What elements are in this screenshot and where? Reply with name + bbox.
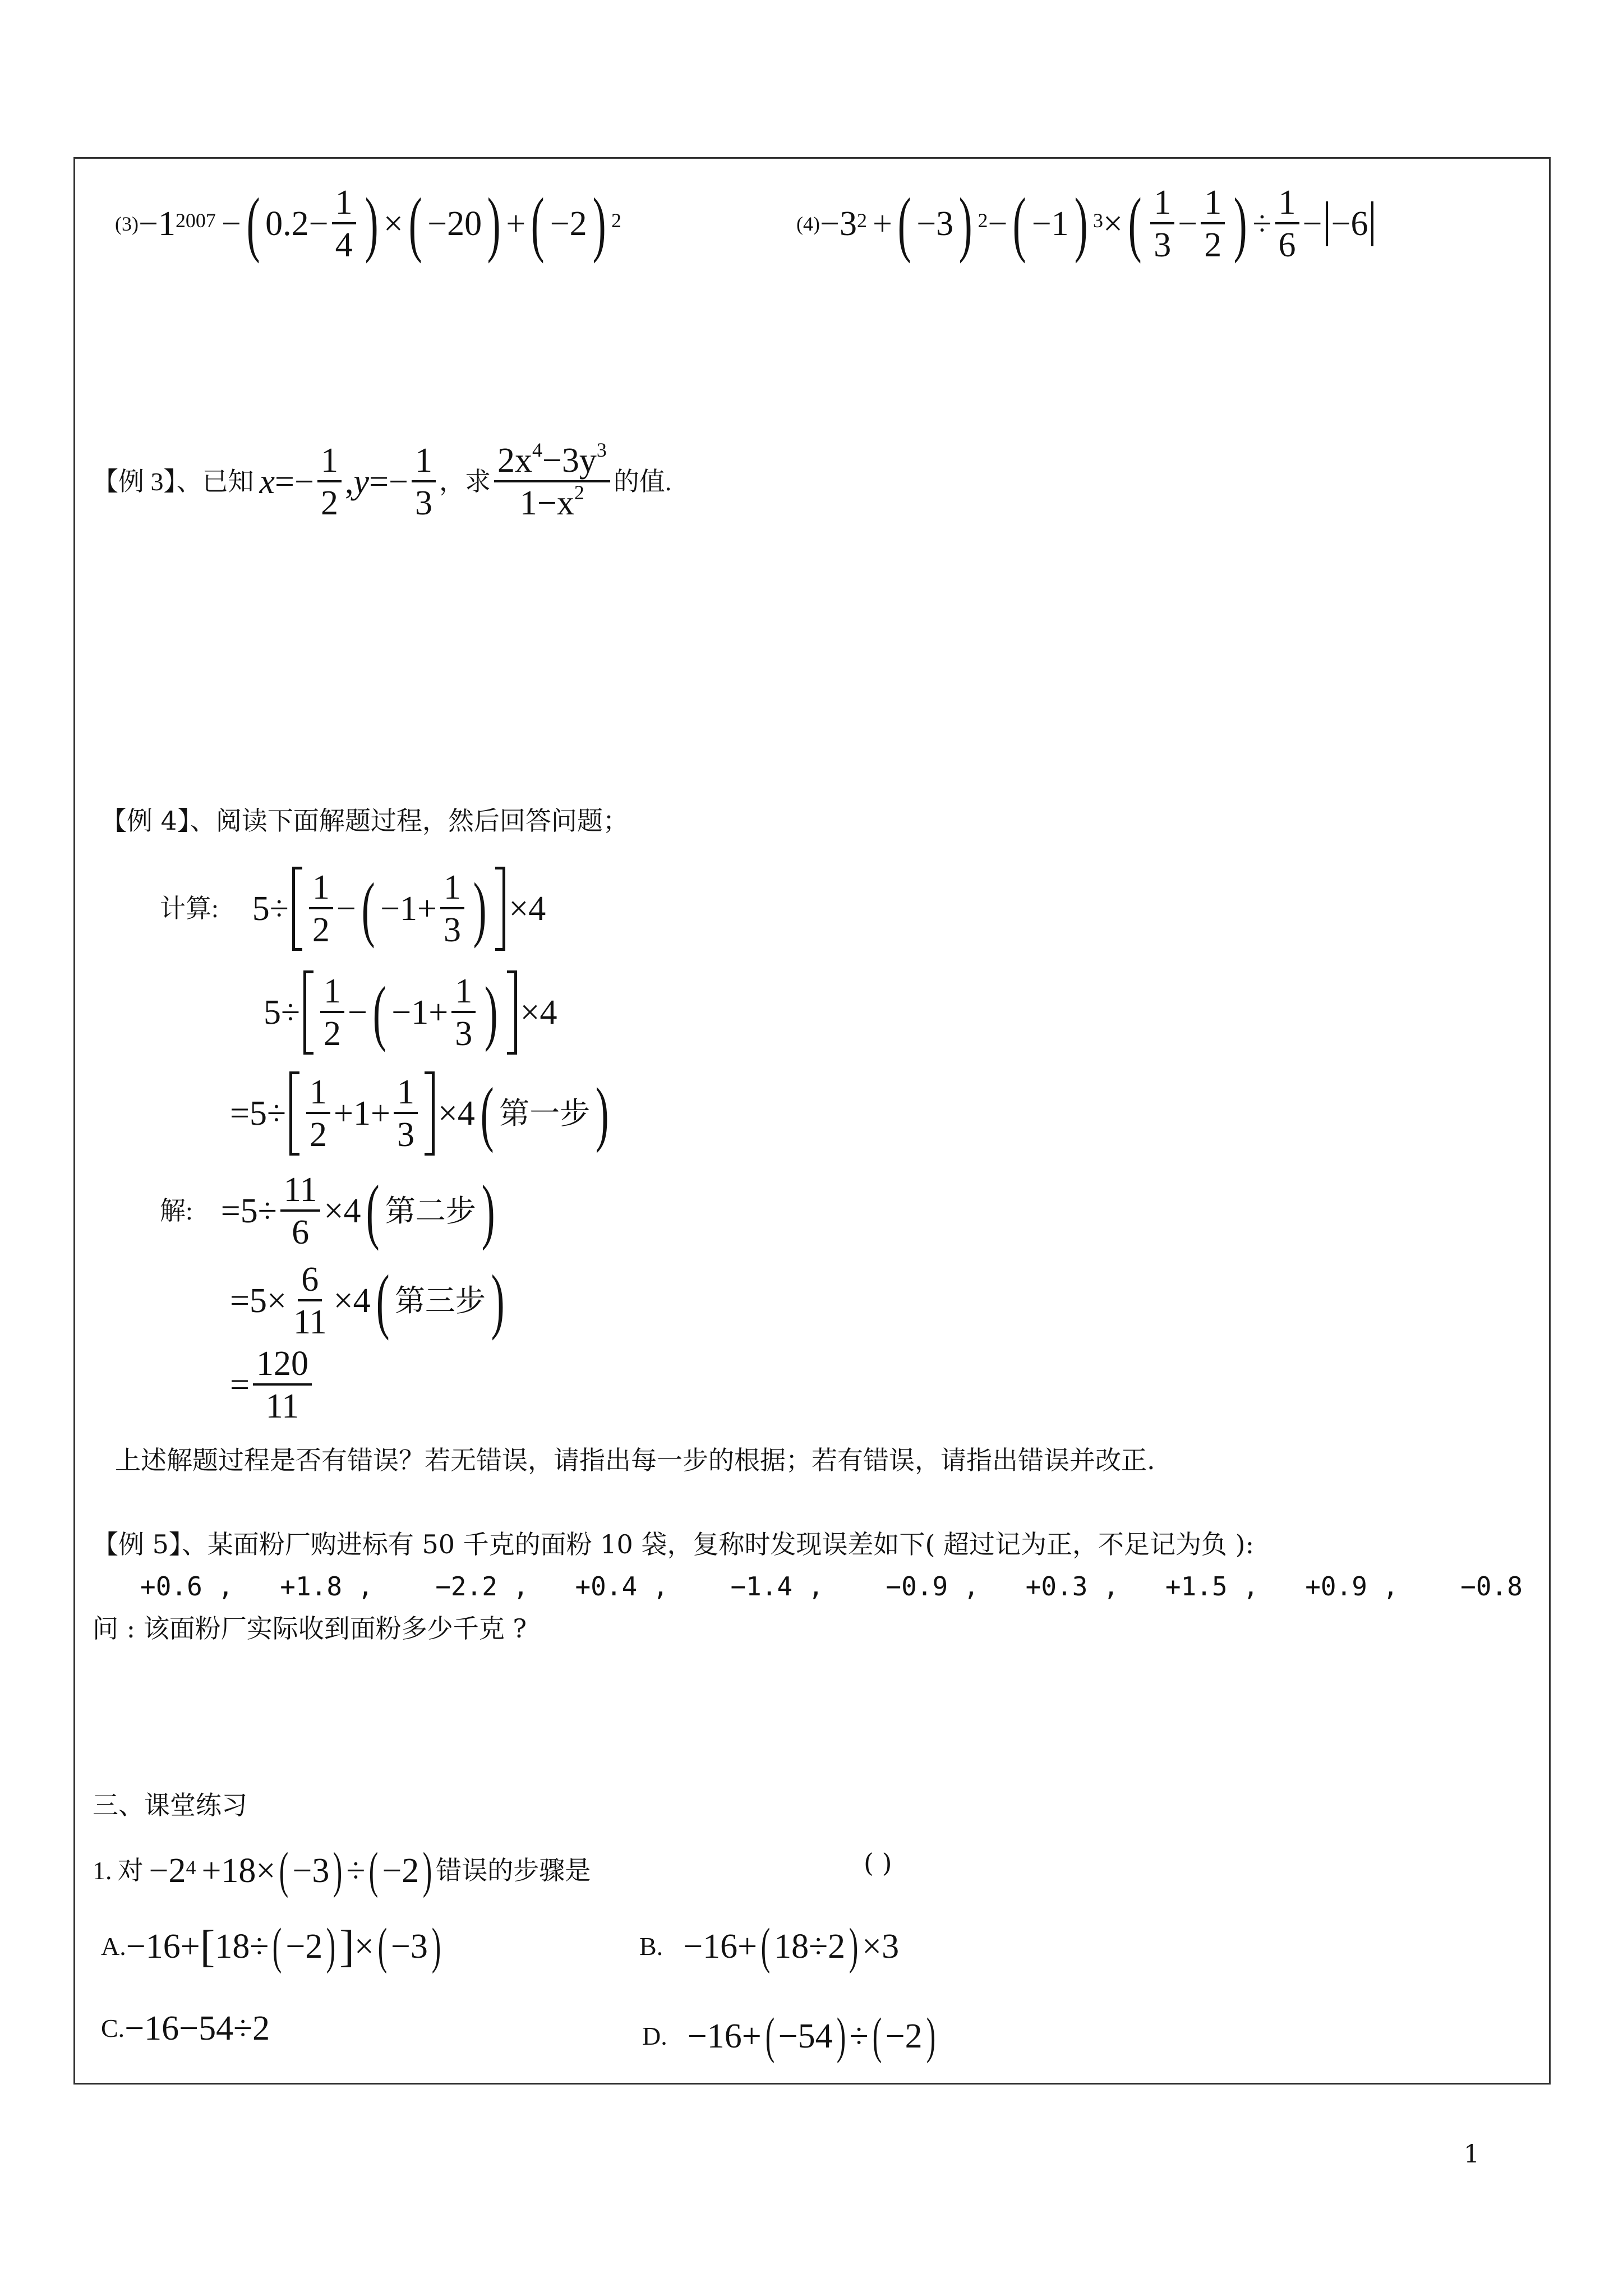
p4-neg3: −3 — [916, 205, 954, 243]
option-b: B. −16+ ( 18÷2 ) ×3 — [639, 1918, 900, 1974]
problem-4: (4) − 3 $^2$ + ( −3 ) $^2$ − ( −1 ) $^3$ × ( $\frac{1}{3}$ − $\frac{1}{2}$ ) ÷ $\frac{1}{6}$ − −6 — [796, 185, 1377, 263]
ex3-ask: ，求 — [439, 467, 491, 496]
p4-sq1: 2 — [856, 209, 867, 232]
problem-3-label: (3) — [115, 213, 139, 235]
p4-neg1: −1 — [1031, 205, 1069, 243]
q1-post: 错误的步骤是 — [436, 1856, 591, 1885]
option-d-label: D. — [642, 2022, 667, 2050]
calc-label: 计算: — [160, 894, 219, 923]
p3-exp: 2007 — [175, 209, 216, 232]
p3-neg2: −2 — [550, 205, 587, 243]
ex4-step3-line: = 5 × $\frac{6}{11}$ × 4 ( 第三步 ) — [230, 1260, 505, 1341]
q1-answer-blank: ( ) — [864, 1848, 892, 1878]
ex3-y: y — [353, 463, 369, 501]
ex4-restate-line: 5 ÷ $\frac{1}{2}$ − ( −1 + $\frac{1}{3}$ ) × 4 — [264, 970, 557, 1055]
step3-label: 第三步 — [394, 1284, 486, 1318]
p3-neg20: −20 — [427, 205, 482, 243]
value-item: +0.3 — [1025, 1571, 1088, 1602]
ex3-x: x — [259, 463, 275, 501]
value-item: +0.4 — [575, 1571, 638, 1602]
p4-frac-a: $\frac{1}{3}$ — [1150, 185, 1174, 263]
example-4-title: 【例 4】、阅读下面解题过程，然后回答问题； — [101, 806, 629, 836]
ex3-tail: 的值. — [613, 467, 672, 496]
ex4-step1-line: = 5 ÷ $\frac{1}{2}$ +1+ $\frac{1}{3}$ × 4 ( 第一步 ) — [230, 1071, 615, 1156]
p4-sq2: 2 — [978, 209, 988, 232]
value-item: −1.4 — [730, 1571, 793, 1602]
option-a: A. −16+ [ 18÷ ( −2 ) ] × ( −3 ) — [101, 1918, 441, 1974]
p3-fraction: $\frac{1}{4}$ — [332, 185, 356, 263]
value-item: +1.5 — [1165, 1571, 1228, 1602]
example-5-values: +0.6 , +1.8 , −2.2 , +0.4 , −1.4 , −0.9 , +0.3 , +1.5 , +0.9 , −0.8 — [140, 1571, 1523, 1602]
p4-three: 3 — [839, 205, 857, 243]
step2-label: 第二步 — [385, 1194, 476, 1228]
option-a-label: A. — [101, 1932, 126, 1961]
option-c-label: C. — [101, 2014, 125, 2042]
problem-3: (3) − 1 $^{2007}$ − ( 0.2 − $\frac{1}{4}$ ) × ( −20 ) + ( −2 ) $^2$ — [115, 183, 621, 264]
p3-one: 1 — [158, 205, 176, 243]
example-4-question: 上述解题过程是否有错误？若无错误，请指出每一步的根据；若有错误，请指出错误并改正. — [115, 1445, 1155, 1475]
p4-frac-b: $\frac{1}{2}$ — [1201, 185, 1225, 263]
example-3-tag: 【例 3】、已知 — [93, 467, 254, 496]
page-number: 1 — [1464, 2140, 1479, 2169]
q1-pre: 对 — [117, 1856, 144, 1885]
example-3: 【例 3】、已知 x =− $\frac{1}{2}$ , y =− $\frac{1}{3}$ ，求 $\frac{2x^4-3y^3}{1-x^2}$ 的值. — [93, 438, 672, 522]
ex4-step2-line: 解: = 5 ÷ $\frac{11}{6}$ × 4 ( 第二步 ) — [160, 1171, 495, 1251]
ex4-result-line: = $\frac{120}{11}$ — [230, 1346, 315, 1424]
p4-neg6: −6 — [1331, 205, 1368, 243]
p3-decimal: 0.2 — [265, 205, 309, 243]
value-item: +0.6 — [140, 1571, 202, 1602]
practice-heading: 三、课堂练习 — [93, 1790, 247, 1820]
ex4-calc-line: 计算: 5 ÷ $\frac{1}{2}$ − ( −1 + $\frac{1}{3}$ ) × 4 — [160, 867, 546, 951]
value-item: +0.9 — [1305, 1571, 1367, 1602]
value-item: +1.8 — [280, 1571, 343, 1602]
problem-4-label: (4) — [796, 213, 820, 235]
q1-number: 1. — [93, 1856, 112, 1885]
p3-square: 2 — [611, 209, 621, 232]
step1-label: 第一步 — [499, 1097, 591, 1130]
ex3-expression: $\frac{2x^4-3y^3}{1-x^2}$ — [494, 443, 610, 521]
option-c: C. −16−54÷2 — [101, 2009, 270, 2047]
value-item: −0.8 — [1460, 1571, 1523, 1602]
p4-cube: 3 — [1092, 209, 1103, 232]
solve-label: 解: — [160, 1197, 193, 1225]
option-b-label: B. — [639, 1932, 663, 1961]
value-item: −0.9 — [886, 1571, 948, 1602]
p4-frac-c: $\frac{1}{6}$ — [1275, 185, 1299, 263]
option-d: D. −16+ ( −54 ) ÷ ( −2 ) — [642, 2008, 935, 2064]
practice-q1: 1. 对 −2 $^4$ +18× ( −3 ) ÷ ( −2 ) 错误的步骤是 — [93, 1843, 591, 1898]
ex3-frac-a: $\frac{1}{2}$ — [317, 443, 342, 521]
ex3-frac-b: $\frac{1}{3}$ — [412, 443, 436, 521]
value-item: −2.2 — [435, 1571, 497, 1602]
example-5-question: 问 : 该面粉厂实际收到面粉多少千克 ? — [93, 1613, 527, 1644]
example-5-line1: 【例 5】、某面粉厂购进标有 50 千克的面粉 10 袋，复称时发现误差如下( 超过记为正，不足记为负 ): — [93, 1529, 1255, 1559]
